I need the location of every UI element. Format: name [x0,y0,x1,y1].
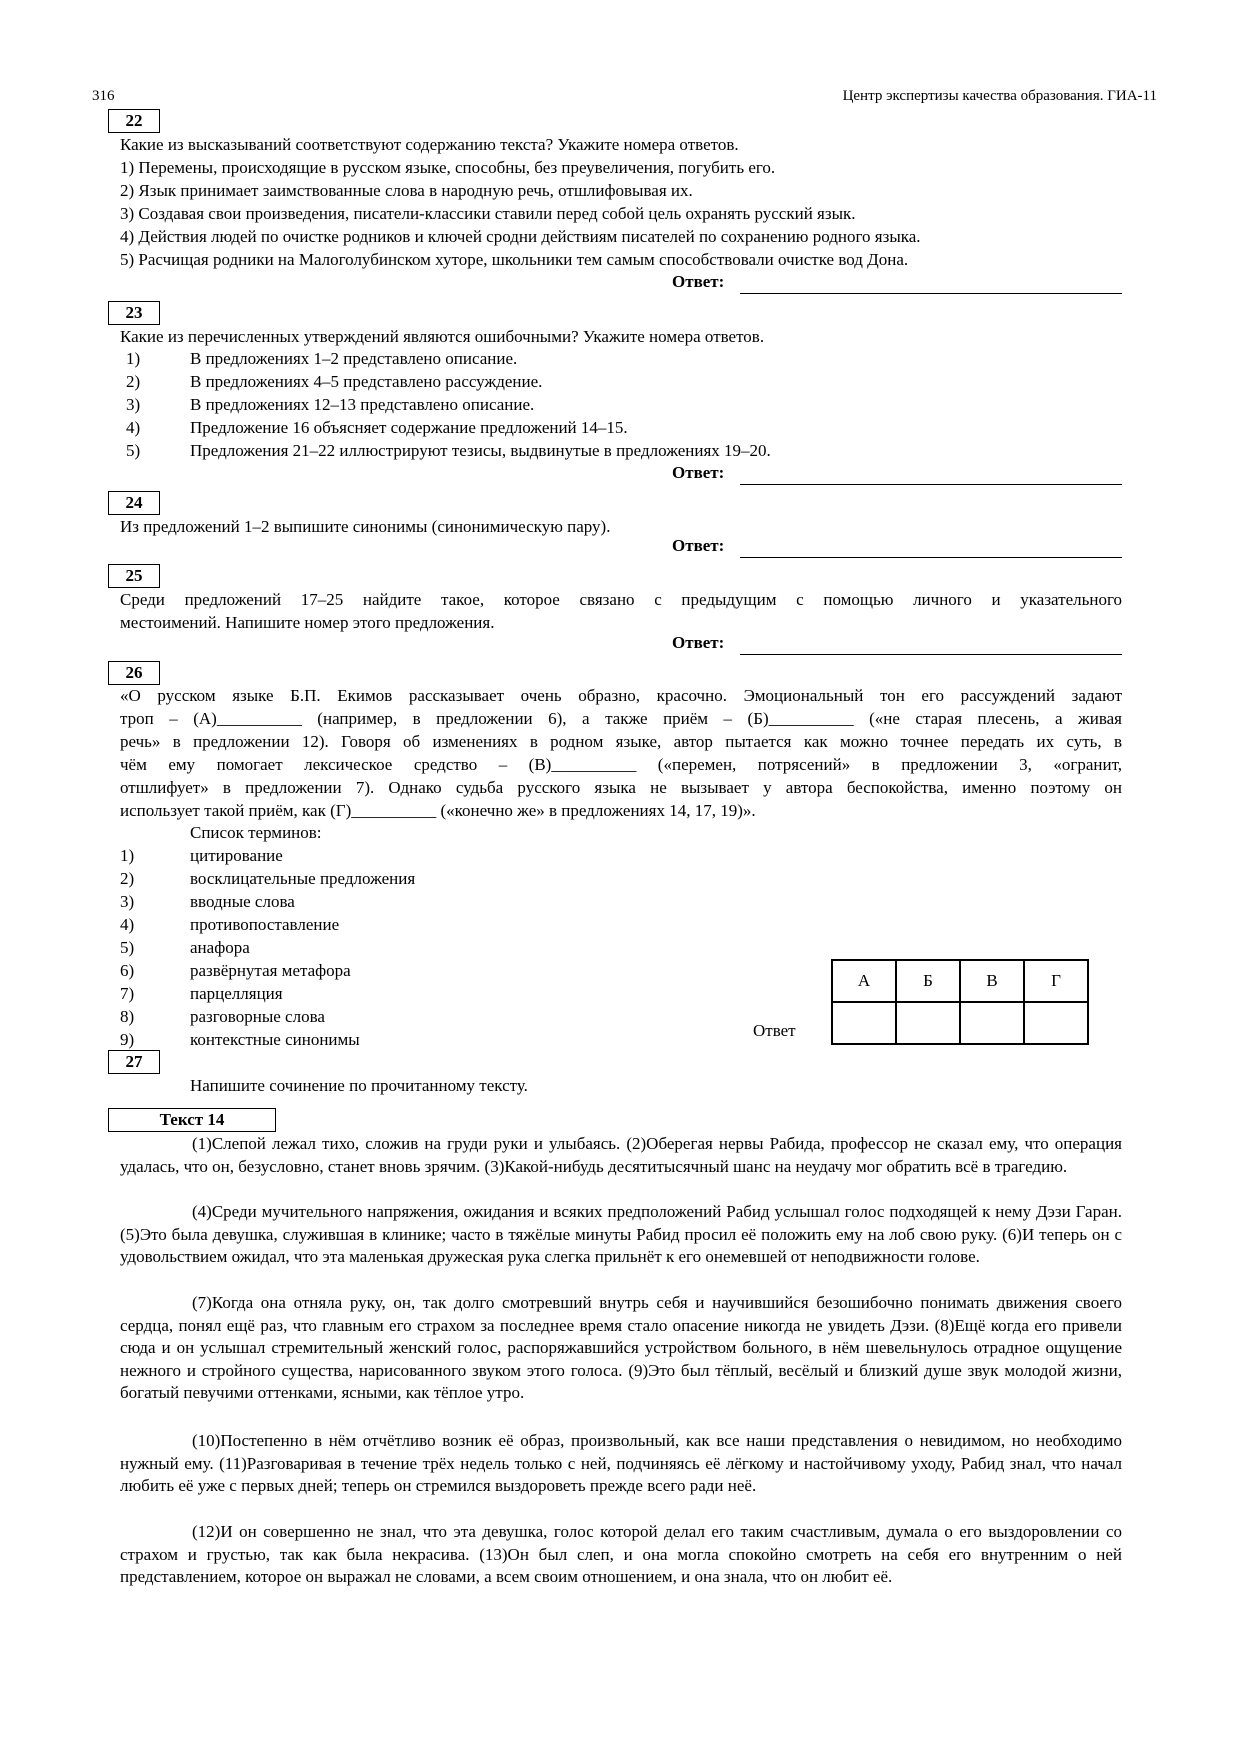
term-text: цитирование [190,846,283,865]
task-number-22: 22 [108,109,160,133]
answer-table-header: Г [1024,960,1088,1002]
term-text: парцелляция [190,984,283,1003]
task-number-27: 27 [108,1050,160,1074]
task-number-24: 24 [108,491,160,515]
q27-prompt: Напишите сочинение по прочитанному тексту. [190,1076,528,1095]
q22-option: 5) Расчищая родники на Малоголубинском хуторе, школьники тем самым способствовали очистке вод Дона. [120,250,909,269]
term-number: 6) [120,961,135,980]
q26-text-line: использует такой приём, как (Г)__________ («конечно же» в предложениях 14, 17, 19)». [120,801,756,820]
text-paragraph: (1)Слепой лежал тихо, сложив на груди руки и улыбаясь. (2)Оберегая нервы Рабида, профессор не сказал ему, что операция удалась, что он, безусловно, станет вновь зрячим. (3)Какой-нибудь десятитысячный шанс на неудачу мог обратить всё в трагедию. [120,1134,1122,1176]
text-paragraph: (12)И он совершенно не знал, что эта девушка, голос которой делал его таким счастливым, думала о его выздоровлении со страхом и грустью, так как была некрасива. (13)Он был слеп, и она могла спокойно смотреть на себя его внутренним о ней представлением, которое он выражал не словами, а всем своим отношением, и она знала, что он любит её. [120,1522,1122,1586]
q22-answer-field[interactable] [672,272,1122,294]
term-number: 8) [120,1007,135,1026]
term-number: 2) [120,869,135,888]
term-number: 5) [120,938,135,957]
answer-underline [740,293,1122,294]
q24-prompt: Из предложений 1–2 выпишите синонимы (синонимическую пару). [120,517,611,536]
answer-label: Ответ: [672,633,725,652]
term-text: противопоставление [190,915,340,934]
terms-title: Список терминов: [190,823,322,842]
q26-text-line: отшлифует» в предложении 7). Однако судьба русского языка не вызывает у автора беспокойства, именно поэтому он [120,778,1122,797]
text-title-box: Текст 14 [108,1108,276,1132]
text-paragraph: (7)Когда она отняла руку, он, так долго смотревший внутрь себя и научившийся безошибочно понимать движения своего сердца, понял ещё раз, что главным его страхом за последнее время стало опасение никогда не увидеть Дэзи. (8)Ещё когда его привели сюда и он услышал стремительный женский голос, распоряжавшийся устройством больного, в нём шевельнулось отрадное ощущение нежного и стройного существа, нарисованного звуком этого голоса. (9)Это был тёплый, весёлый и близкий душе звук молодой жизни, богатый певучими оттенками, ясными, как тёплое утро. [120,1293,1122,1402]
answer-table-header: Б [896,960,960,1002]
term-text: восклицательные предложения [190,869,416,888]
term-text: развёрнутая метафора [190,961,351,980]
term-number: 4) [120,915,135,934]
q23-prompt: Какие из перечисленных утверждений являются ошибочными? Укажите номера ответов. [120,327,765,346]
q22-option: 1) Перемены, происходящие в русском языке, способны, без преувеличения, погубить его. [120,158,776,177]
answer-label: Ответ: [672,272,725,291]
term-number: 1) [120,846,135,865]
q25-prompt-line: Среди предложений 17–25 найдите такое, которое связано с предыдущим с помощью личного и указательного [120,590,1122,609]
q26-text-line: речь» в предложении 12). Говоря об изменениях в родном языке, автор пытается как можно точнее передать их суть, в [120,732,1122,751]
answer-cell-a[interactable] [832,1002,896,1044]
term-text: контекстные синонимы [190,1030,360,1049]
q23-option-text: Предложения 21–22 иллюстрируют тезисы, выдвинутые в предложениях 19–20. [190,441,771,460]
q23-option-text: В предложениях 4–5 представлено рассуждение. [190,372,543,391]
answer-cell-v[interactable] [960,1002,1024,1044]
term-number: 9) [120,1030,135,1049]
q23-option-number: 2) [126,372,141,391]
answer-underline [740,557,1122,558]
answer-underline [740,484,1122,485]
term-text: вводные слова [190,892,295,911]
text-paragraph: (4)Среди мучительного напряжения, ожидания и всяких предположений Рабид услышал голос подходящей к нему Дэзи Гаран. (5)Это была девушка, служившая в клинике; часто в тяжёлые минуты Рабид просил её положить ему на лоб свою руку. (6)И теперь он с удовольствием ожидал, что эта маленькая дружеская рука слегка прильнёт к его онемевшей от неподвижности голове. [120,1202,1122,1266]
q23-answer-field[interactable] [672,463,1122,485]
table-answer-label: Ответ [753,1021,796,1040]
header-title: Центр экспертизы качества образования. ГИА-11 [842,88,1157,104]
answer-cell-b[interactable] [896,1002,960,1044]
answer-cell-g[interactable] [1024,1002,1088,1044]
q25-prompt-line: местоимений. Напишите номер этого предложения. [120,613,495,632]
q23-option-number: 3) [126,395,141,414]
answer-table-header: А [832,960,896,1002]
answer-table [831,959,1089,1045]
q22-prompt: Какие из высказываний соответствуют содержанию текста? Укажите номера ответов. [120,135,739,154]
text-paragraph: (10)Постепенно в нём отчётливо возник её образ, произвольный, как все наши представления о невидимом, но необходимо нужный ему. (11)Разговаривая в течение трёх недель только с ней, подчиняясь её лёгкому и настойчивому уходу, Рабид знал, что начал любить её уже с первых дней; теперь он стремился выздороветь прежде всего ради неё. [120,1431,1122,1495]
q26-text-line: чём ему помогает лексическое средство – (В)__________ («перемен, потрясений» в предложении 3, «огранит, [120,755,1122,774]
q26-text-line: «О русском языке Б.П. Екимов рассказывает очень образно, красочно. Эмоциональный тон его рассуждений задают [120,686,1122,705]
q23-option-number: 1) [126,349,141,368]
term-text: анафора [190,938,250,957]
q26-text-line: троп – (А)__________ (например, в предложении 6), а также приём – (Б)__________ («не старая плесень, а живая [120,709,1122,728]
q23-option-text: В предложениях 1–2 представлено описание. [190,349,518,368]
task-number-25: 25 [108,564,160,588]
q22-option: 4) Действия людей по очистке родников и ключей сродни действиям писателей по сохранению родного языка. [120,227,921,246]
answer-underline [740,654,1122,655]
term-text: разговорные слова [190,1007,325,1026]
q25-answer-field[interactable] [672,633,1122,655]
term-number: 3) [120,892,135,911]
term-number: 7) [120,984,135,1003]
q24-answer-field[interactable] [672,536,1122,558]
q23-option-number: 5) [126,441,141,460]
answer-label: Ответ: [672,536,725,555]
q22-option: 2) Язык принимает заимствованные слова в народную речь, отшлифовывая их. [120,181,693,200]
task-number-23: 23 [108,301,160,325]
q23-option-text: В предложениях 12–13 представлено описание. [190,395,535,414]
q23-option-text: Предложение 16 объясняет содержание предложений 14–15. [190,418,628,437]
answer-table-header: В [960,960,1024,1002]
q22-option: 3) Создавая свои произведения, писатели-классики ставили перед собой цель охранять русский язык. [120,204,856,223]
q23-option-number: 4) [126,418,141,437]
task-number-26: 26 [108,661,160,685]
answer-label: Ответ: [672,463,725,482]
page-number: 316 [92,88,115,104]
